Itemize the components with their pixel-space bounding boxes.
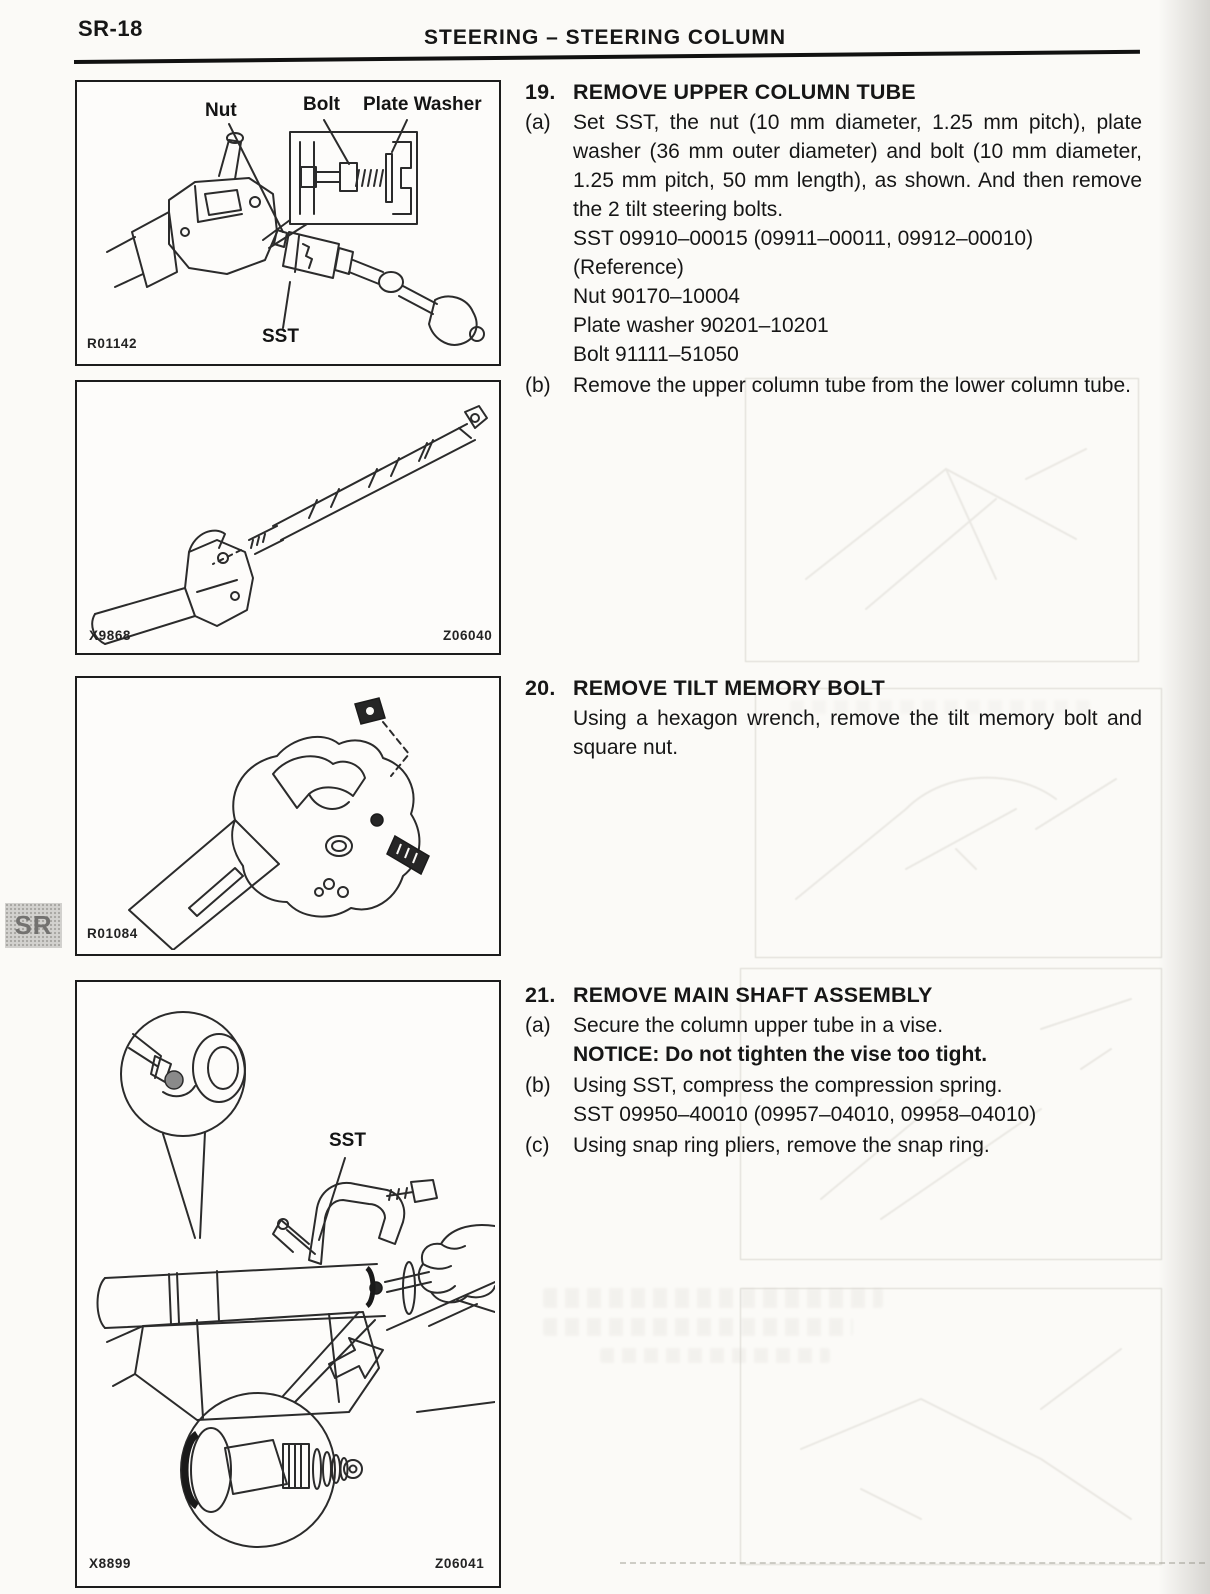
figure-code: R01084 [87, 926, 138, 941]
page-code: SR-18 [78, 16, 143, 41]
step-text-block [573, 1011, 1142, 1069]
bleed-smudge [543, 1288, 883, 1308]
section-20-heading [525, 674, 1142, 703]
bolt-label: Bolt [303, 94, 340, 115]
step-21c [525, 1131, 1142, 1160]
step-21b [525, 1071, 1142, 1129]
plate-washer-number-line: Plate washer 90201–10201 [573, 314, 829, 337]
page-edge-shadow [1158, 0, 1210, 1594]
step-text: Remove the upper column tube from the lower column tube. [573, 374, 1131, 397]
section-title: REMOVE MAIN SHAFT ASSEMBLY [573, 983, 933, 1007]
section-number: 19. [525, 80, 556, 104]
reference-line: (Reference) [573, 256, 684, 279]
notice-text: NOTICE: Do not tighten the vise too tight. [573, 1043, 988, 1066]
sst-number-line: SST 09910–00015 (09911–00011, 09912–00010) [573, 227, 1034, 250]
step-text: Secure the column upper tube in a vise. [573, 1014, 944, 1037]
figure-code-left: X8899 [89, 1556, 132, 1571]
nut-number-line: Nut 90170–10004 [573, 285, 740, 308]
step-text: Using snap ring pliers, remove the snap ring. [573, 1134, 990, 1157]
side-tab-label: SR [14, 910, 53, 940]
bleed-edge-line [620, 1562, 1205, 1564]
step-text-block [573, 371, 1142, 400]
step-text-block [573, 1131, 1142, 1160]
figure-upper-column-tube-removal [75, 380, 501, 655]
bolt-number-line: Bolt 91111–51050 [573, 343, 739, 366]
figure-remove-main-shaft-assembly [75, 980, 501, 1588]
figure-remove-upper-column-tube-sst [75, 80, 501, 366]
section-21-heading [525, 981, 1142, 1010]
plate-washer-label: Plate Washer [363, 94, 482, 115]
step-text: Using SST, compress the compression spring. [573, 1074, 1003, 1097]
nut-label: Nut [205, 100, 237, 121]
sst-number-line: SST 09950–40010 (09957–04010, 09958–04010) [573, 1103, 1037, 1126]
sst-label: SST [329, 1130, 366, 1151]
step-text-block [573, 108, 1142, 369]
section-21 [525, 981, 1142, 1160]
section-title: REMOVE TILT MEMORY BOLT [573, 676, 885, 700]
figure-tilt-memory-bolt [75, 676, 501, 956]
step-label: (b) [525, 374, 551, 397]
step-label: (c) [525, 1134, 550, 1157]
section-20-body: Using a hexagon wrench, remove the tilt memory bolt and square nut. [573, 707, 1142, 759]
figure-code-right: Z06041 [435, 1556, 485, 1571]
figure3-line-art [77, 678, 495, 950]
step-text-block [573, 1071, 1142, 1129]
figure-code-left: X9868 [89, 628, 132, 643]
bleed-smudge [543, 1318, 853, 1336]
section-number: 20. [525, 676, 556, 700]
ghost-box [745, 378, 1139, 662]
sst-label: SST [262, 326, 299, 347]
section-19-heading [525, 78, 1142, 107]
figure1-line-art [77, 82, 495, 360]
section-19 [525, 78, 1142, 400]
figure4-line-art [77, 982, 495, 1582]
figure-code: R01142 [87, 336, 138, 351]
section-number: 21. [525, 983, 556, 1007]
figure2-line-art [77, 382, 495, 649]
section-title: REMOVE UPPER COLUMN TUBE [573, 80, 916, 104]
step-label: (a) [525, 1014, 551, 1037]
step-text: Set SST, the nut (10 mm diameter, 1.25 mm pitch), plate washer (36 mm outer diameter) and bolt (10 mm diameter, 1.25 mm pitch, 50 mm length), as shown. And then remove the 2 tilt steering bolts. [573, 111, 1142, 221]
figure-code-right: Z06040 [443, 628, 493, 643]
step-19a [525, 108, 1142, 369]
step-label: (a) [525, 111, 551, 134]
step-19b [525, 371, 1142, 400]
bleed-smudge [600, 1348, 830, 1363]
step-21a [525, 1011, 1142, 1069]
section-20 [525, 674, 1142, 762]
ghost-art [746, 379, 1138, 661]
header-rule [74, 50, 1140, 64]
step-label: (b) [525, 1074, 551, 1097]
section-side-tab [5, 903, 62, 948]
page-title: STEERING – STEERING COLUMN [423, 26, 787, 49]
